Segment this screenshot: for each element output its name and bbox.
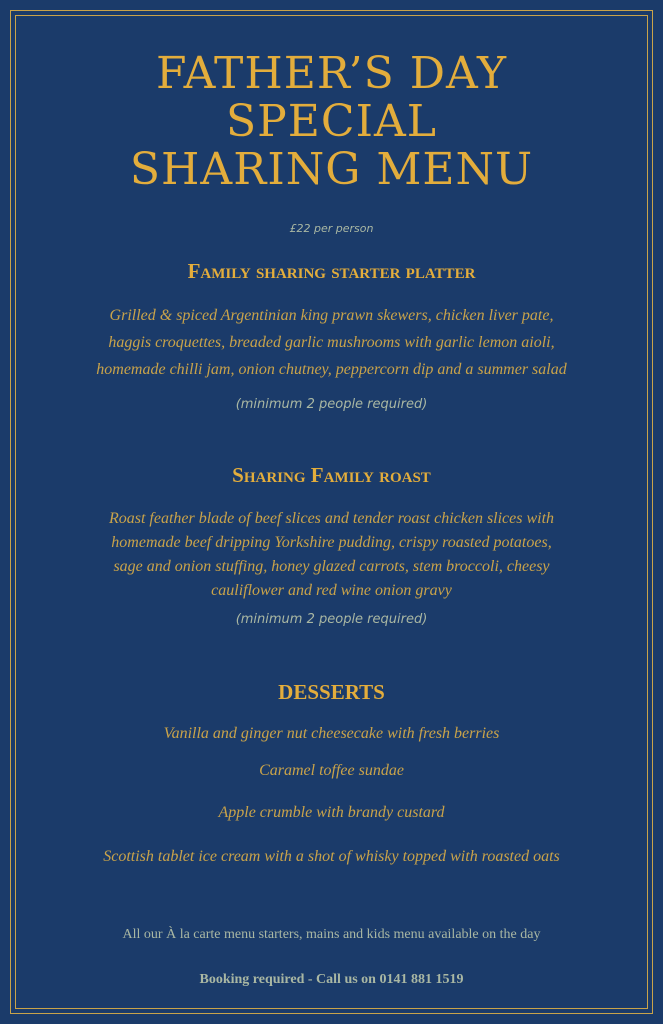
roast-description <box>40 507 623 603</box>
roast-line: cauliflower and red wine onion gravy <box>211 582 452 599</box>
dessert-item: Vanilla and ginger nut cheesecake with fresh berries <box>163 725 500 742</box>
dessert-item: Caramel toffee sundae <box>259 762 404 779</box>
dessert-item: Scottish tablet ice cream with a shot of whisky topped with roasted oats <box>103 848 560 865</box>
starter-line: homemade chilli jam, onion chutney, peppercorn dip and a summer salad <box>96 361 567 378</box>
starter-description <box>40 302 623 383</box>
booking-info: Booking required - Call us on 0141 881 1519 <box>199 972 464 987</box>
desserts-heading: DESSERTS <box>278 680 385 704</box>
starter-note: (minimum 2 people required) <box>235 397 428 412</box>
starter-heading: Family sharing starter platter <box>187 259 476 283</box>
title-line-3: SHARING MENU <box>129 144 534 195</box>
title-line-1: FATHER’S DAY <box>155 48 508 99</box>
availability-note: All our À la carte menu starters, mains and kids menu available on the day <box>122 927 541 942</box>
roast-heading: Sharing Family roast <box>232 463 431 487</box>
menu-title <box>0 50 663 194</box>
dessert-item: Apple crumble with brandy custard <box>218 804 445 821</box>
title-line-2: SPECIAL <box>226 96 437 147</box>
roast-line: sage and onion stuffing, honey glazed carrots, stem broccoli, cheesy <box>113 558 550 575</box>
price-per-person: £22 per person <box>289 222 374 235</box>
roast-line: homemade beef dripping Yorkshire pudding, crispy roasted potatoes, <box>111 534 552 551</box>
starter-line: haggis croquettes, breaded garlic mushrooms with garlic lemon aioli, <box>108 334 555 351</box>
roast-line: Roast feather blade of beef slices and tender roast chicken slices with <box>108 510 555 527</box>
roast-note: (minimum 2 people required) <box>235 612 428 627</box>
starter-line: Grilled & spiced Argentinian king prawn skewers, chicken liver pate, <box>109 307 554 324</box>
